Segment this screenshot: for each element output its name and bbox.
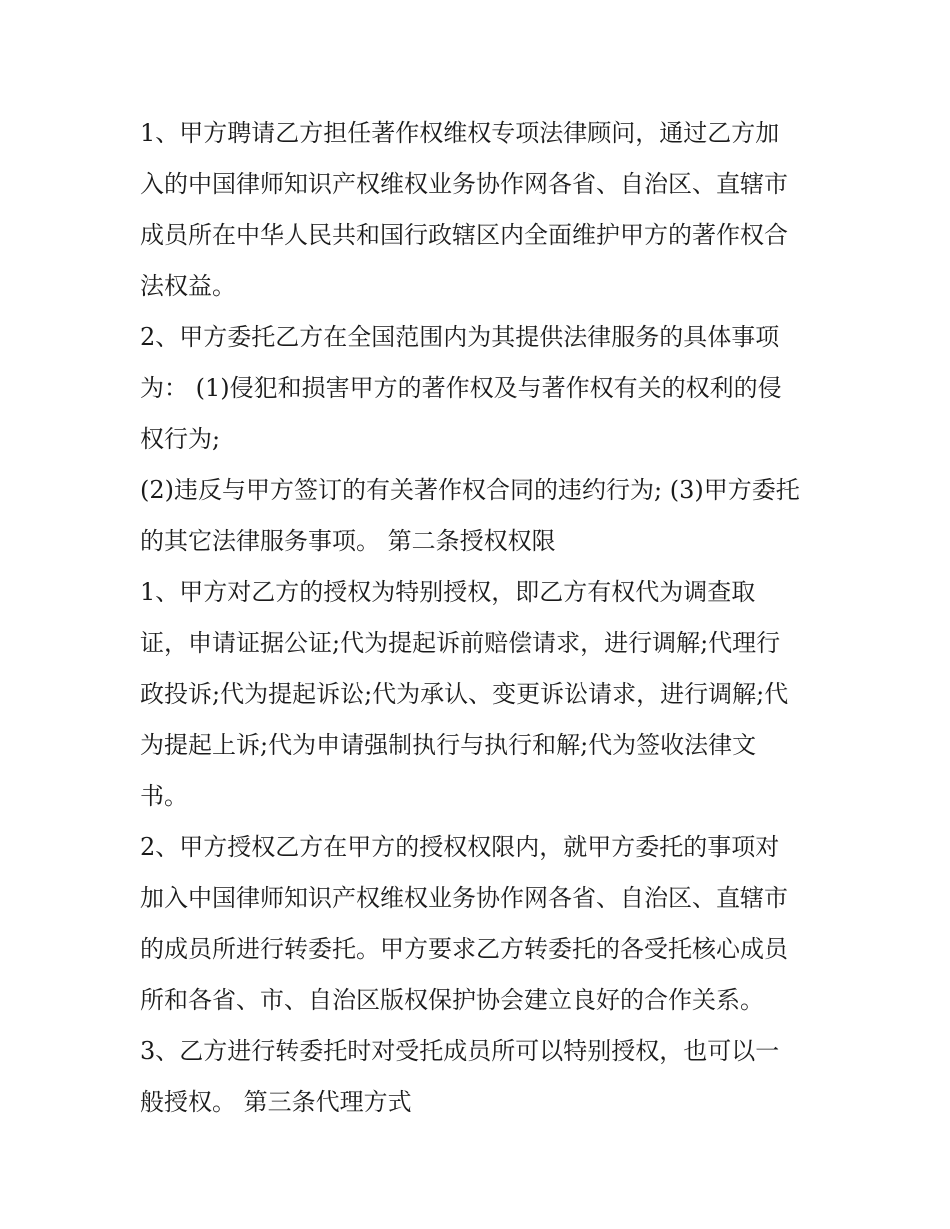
paragraph-2: 2、甲方委托乙方在全国范围内为其提供法律服务的具体事项 为： (1)侵犯和损害甲方的著作权及与著作权有关的权利的侵 权行为; [140,323,782,453]
paragraph-6: 3、乙方进行转委托时对受托成员所可以特别授权，也可以一 般授权。 第三条代理方式 [140,1037,780,1116]
paragraph-1: 1、甲方聘请乙方担任著作权维权专项法律顾问，通过乙方加 入的中国律师知识产权维权业务协作网各省、自治区、直辖市 成员所在中华人民共和国行政辖区内全面维护甲方的著作权合 法权益。 [140,119,788,300]
paragraph-3: (2)违反与甲方签订的有关著作权合同的违约行为; (3)甲方委托 的其它法律服务事项。 第二条授权权限 [140,476,800,555]
paragraph-5: 2、甲方授权乙方在甲方的授权权限内，就甲方委托的事项对 加入中国律师知识产权维权业务协作网各省、自治区、直辖市 的成员所进行转委托。甲方要求乙方转委托的各受托核心成员 所和各省、市、自治区版权保护协会建立良好的合作关系。 [140,833,788,1014]
paragraph-4: 1、甲方对乙方的授权为特别授权，即乙方有权代为调查取 证，申请证据公证;代为提起诉前赔偿请求，进行调解;代理行 政投诉;代为提起诉讼;代为承认、变更诉讼请求，进行调解;代 为提起上诉;代为申请强制执行与执行和解;代为签收法律文 书。 [140,578,789,810]
document-body [140,108,820,1128]
